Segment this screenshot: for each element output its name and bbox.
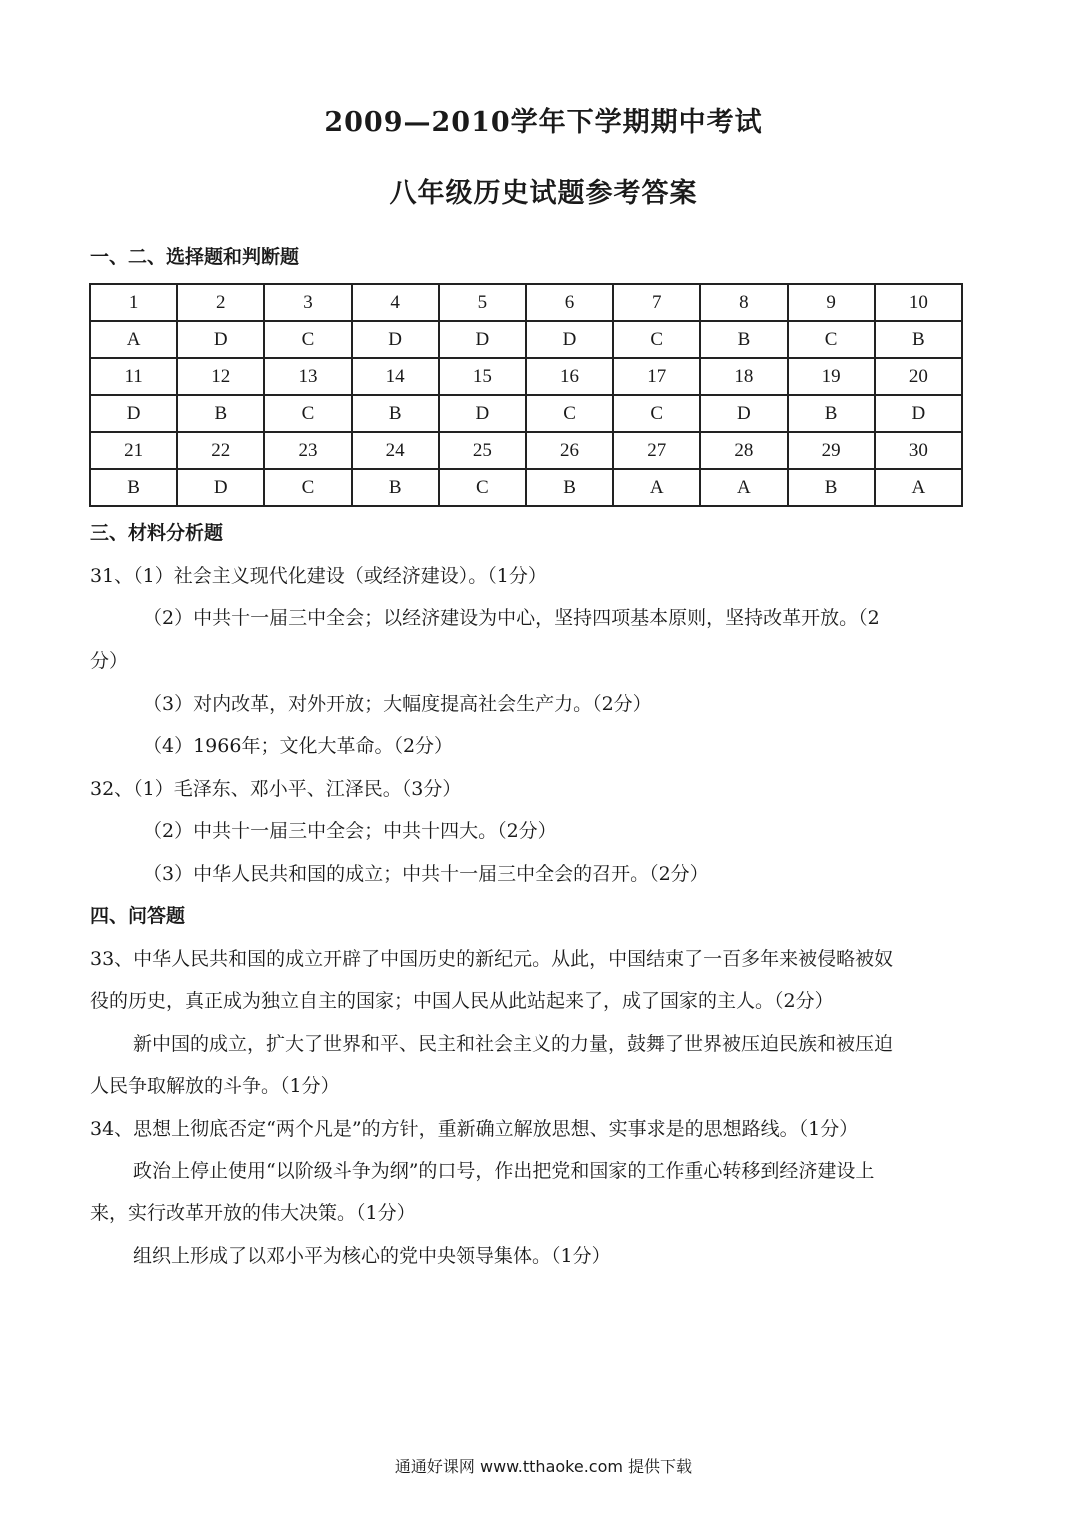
question-number-cell: 23 — [264, 432, 351, 469]
section-heading-material: 三、材料分析题 — [90, 522, 224, 544]
answer-cell: A — [875, 469, 962, 506]
q32-part2: （2）中共十一届三中全会；中共十四大。（2分） — [143, 820, 557, 842]
question-number-cell: 19 — [788, 358, 875, 395]
download-source-footer: 通通好课网 www.tthaoke.com 提供下载 — [394, 1457, 693, 1476]
q33-line2: 役的历史，真正成为独立自主的国家；中国人民从此站起来了，成了国家的主人。（2分） — [90, 990, 834, 1012]
answer-key-title: 八年级历史试题参考答案 — [389, 178, 698, 209]
question-number-row — [90, 432, 962, 469]
answer-cell: D — [526, 321, 613, 358]
answer-cell: B — [788, 395, 875, 432]
answer-cell: B — [352, 395, 439, 432]
question-number-cell: 11 — [90, 358, 177, 395]
answer-cell: C — [613, 395, 700, 432]
q31-part4: （4）1966年；文化大革命。（2分） — [143, 735, 454, 757]
answer-cell: C — [264, 321, 351, 358]
question-number-cell: 8 — [700, 284, 787, 321]
answer-cell: B — [526, 469, 613, 506]
answer-cell: B — [700, 321, 787, 358]
answer-cell: B — [90, 469, 177, 506]
q31-part2-continued: 分） — [90, 650, 129, 672]
answer-cell: B — [875, 321, 962, 358]
question-number-cell: 14 — [352, 358, 439, 395]
question-number-cell: 28 — [700, 432, 787, 469]
q34-line1: 34、思想上彻底否定“两个凡是”的方针，重新确立解放思想、实事求是的思想路线。（1分） — [90, 1118, 859, 1140]
answer-cell: C — [788, 321, 875, 358]
section-heading-choice: 一、二、选择题和判断题 — [90, 246, 300, 268]
question-number-cell: 12 — [177, 358, 264, 395]
question-number-cell: 22 — [177, 432, 264, 469]
answer-cell: A — [700, 469, 787, 506]
answer-cell: A — [613, 469, 700, 506]
q33-line3: 新中国的成立，扩大了世界和平、民主和社会主义的力量，鼓舞了世界被压迫民族和被压迫 — [133, 1033, 894, 1055]
answer-cell: B — [352, 469, 439, 506]
question-number-cell: 10 — [875, 284, 962, 321]
question-number-cell: 1 — [90, 284, 177, 321]
question-number-cell: 18 — [700, 358, 787, 395]
q32-part3: （3）中华人民共和国的成立；中共十一届三中全会的召开。（2分） — [143, 863, 709, 885]
q33-line1: 33、中华人民共和国的成立开辟了中国历史的新纪元。从此，中国结束了一百多年来被侵略被奴 — [90, 948, 894, 970]
answer-table — [89, 283, 963, 507]
answer-cell: C — [264, 469, 351, 506]
question-number-cell: 5 — [439, 284, 526, 321]
exam-title: 2009—2010学年下学期期中考试 — [324, 107, 763, 138]
q31-part2: （2）中共十一届三中全会；以经济建设为中心，坚持四项基本原则，坚持改革开放。（2 — [143, 607, 880, 629]
answer-cell: A — [90, 321, 177, 358]
answer-cell: C — [526, 395, 613, 432]
q34-line3: 来，实行改革开放的伟大决策。（1分） — [90, 1202, 416, 1224]
q34-line2: 政治上停止使用“以阶级斗争为纲”的口号，作出把党和国家的工作重心转移到经济建设上 — [133, 1160, 875, 1182]
question-number-row — [90, 284, 962, 321]
answer-row — [90, 469, 962, 506]
question-number-cell: 17 — [613, 358, 700, 395]
answer-cell: D — [352, 321, 439, 358]
question-number-cell: 16 — [526, 358, 613, 395]
q31-part1: 31、（1）社会主义现代化建设（或经济建设）。（1分） — [90, 565, 547, 587]
question-number-cell: 3 — [264, 284, 351, 321]
answer-cell: D — [177, 469, 264, 506]
answer-cell: C — [439, 469, 526, 506]
answer-cell: D — [177, 321, 264, 358]
question-number-cell: 24 — [352, 432, 439, 469]
question-number-cell: 4 — [352, 284, 439, 321]
q33-line4: 人民争取解放的斗争。（1分） — [90, 1075, 340, 1097]
answer-cell: D — [875, 395, 962, 432]
question-number-row — [90, 358, 962, 395]
answer-row — [90, 395, 962, 432]
answer-cell: D — [439, 395, 526, 432]
question-number-cell: 15 — [439, 358, 526, 395]
answer-cell: D — [439, 321, 526, 358]
question-number-cell: 20 — [875, 358, 962, 395]
question-number-cell: 21 — [90, 432, 177, 469]
question-number-cell: 25 — [439, 432, 526, 469]
answer-cell: C — [613, 321, 700, 358]
question-number-cell: 13 — [264, 358, 351, 395]
q31-part3: （3）对内改革，对外开放；大幅度提高社会生产力。（2分） — [143, 693, 652, 715]
question-number-cell: 26 — [526, 432, 613, 469]
question-number-cell: 27 — [613, 432, 700, 469]
question-number-cell: 2 — [177, 284, 264, 321]
answer-cell: D — [90, 395, 177, 432]
question-number-cell: 7 — [613, 284, 700, 321]
answer-cell: D — [700, 395, 787, 432]
answer-row — [90, 321, 962, 358]
question-number-cell: 9 — [788, 284, 875, 321]
answer-cell: B — [788, 469, 875, 506]
question-number-cell: 30 — [875, 432, 962, 469]
q34-line4: 组织上形成了以邓小平为核心的党中央领导集体。（1分） — [133, 1245, 611, 1267]
section-heading-essay: 四、问答题 — [90, 905, 186, 927]
answer-cell: B — [177, 395, 264, 432]
question-number-cell: 6 — [526, 284, 613, 321]
q32-part1: 32、（1）毛泽东、邓小平、江泽民。（3分） — [90, 778, 462, 800]
answer-cell: C — [264, 395, 351, 432]
question-number-cell: 29 — [788, 432, 875, 469]
